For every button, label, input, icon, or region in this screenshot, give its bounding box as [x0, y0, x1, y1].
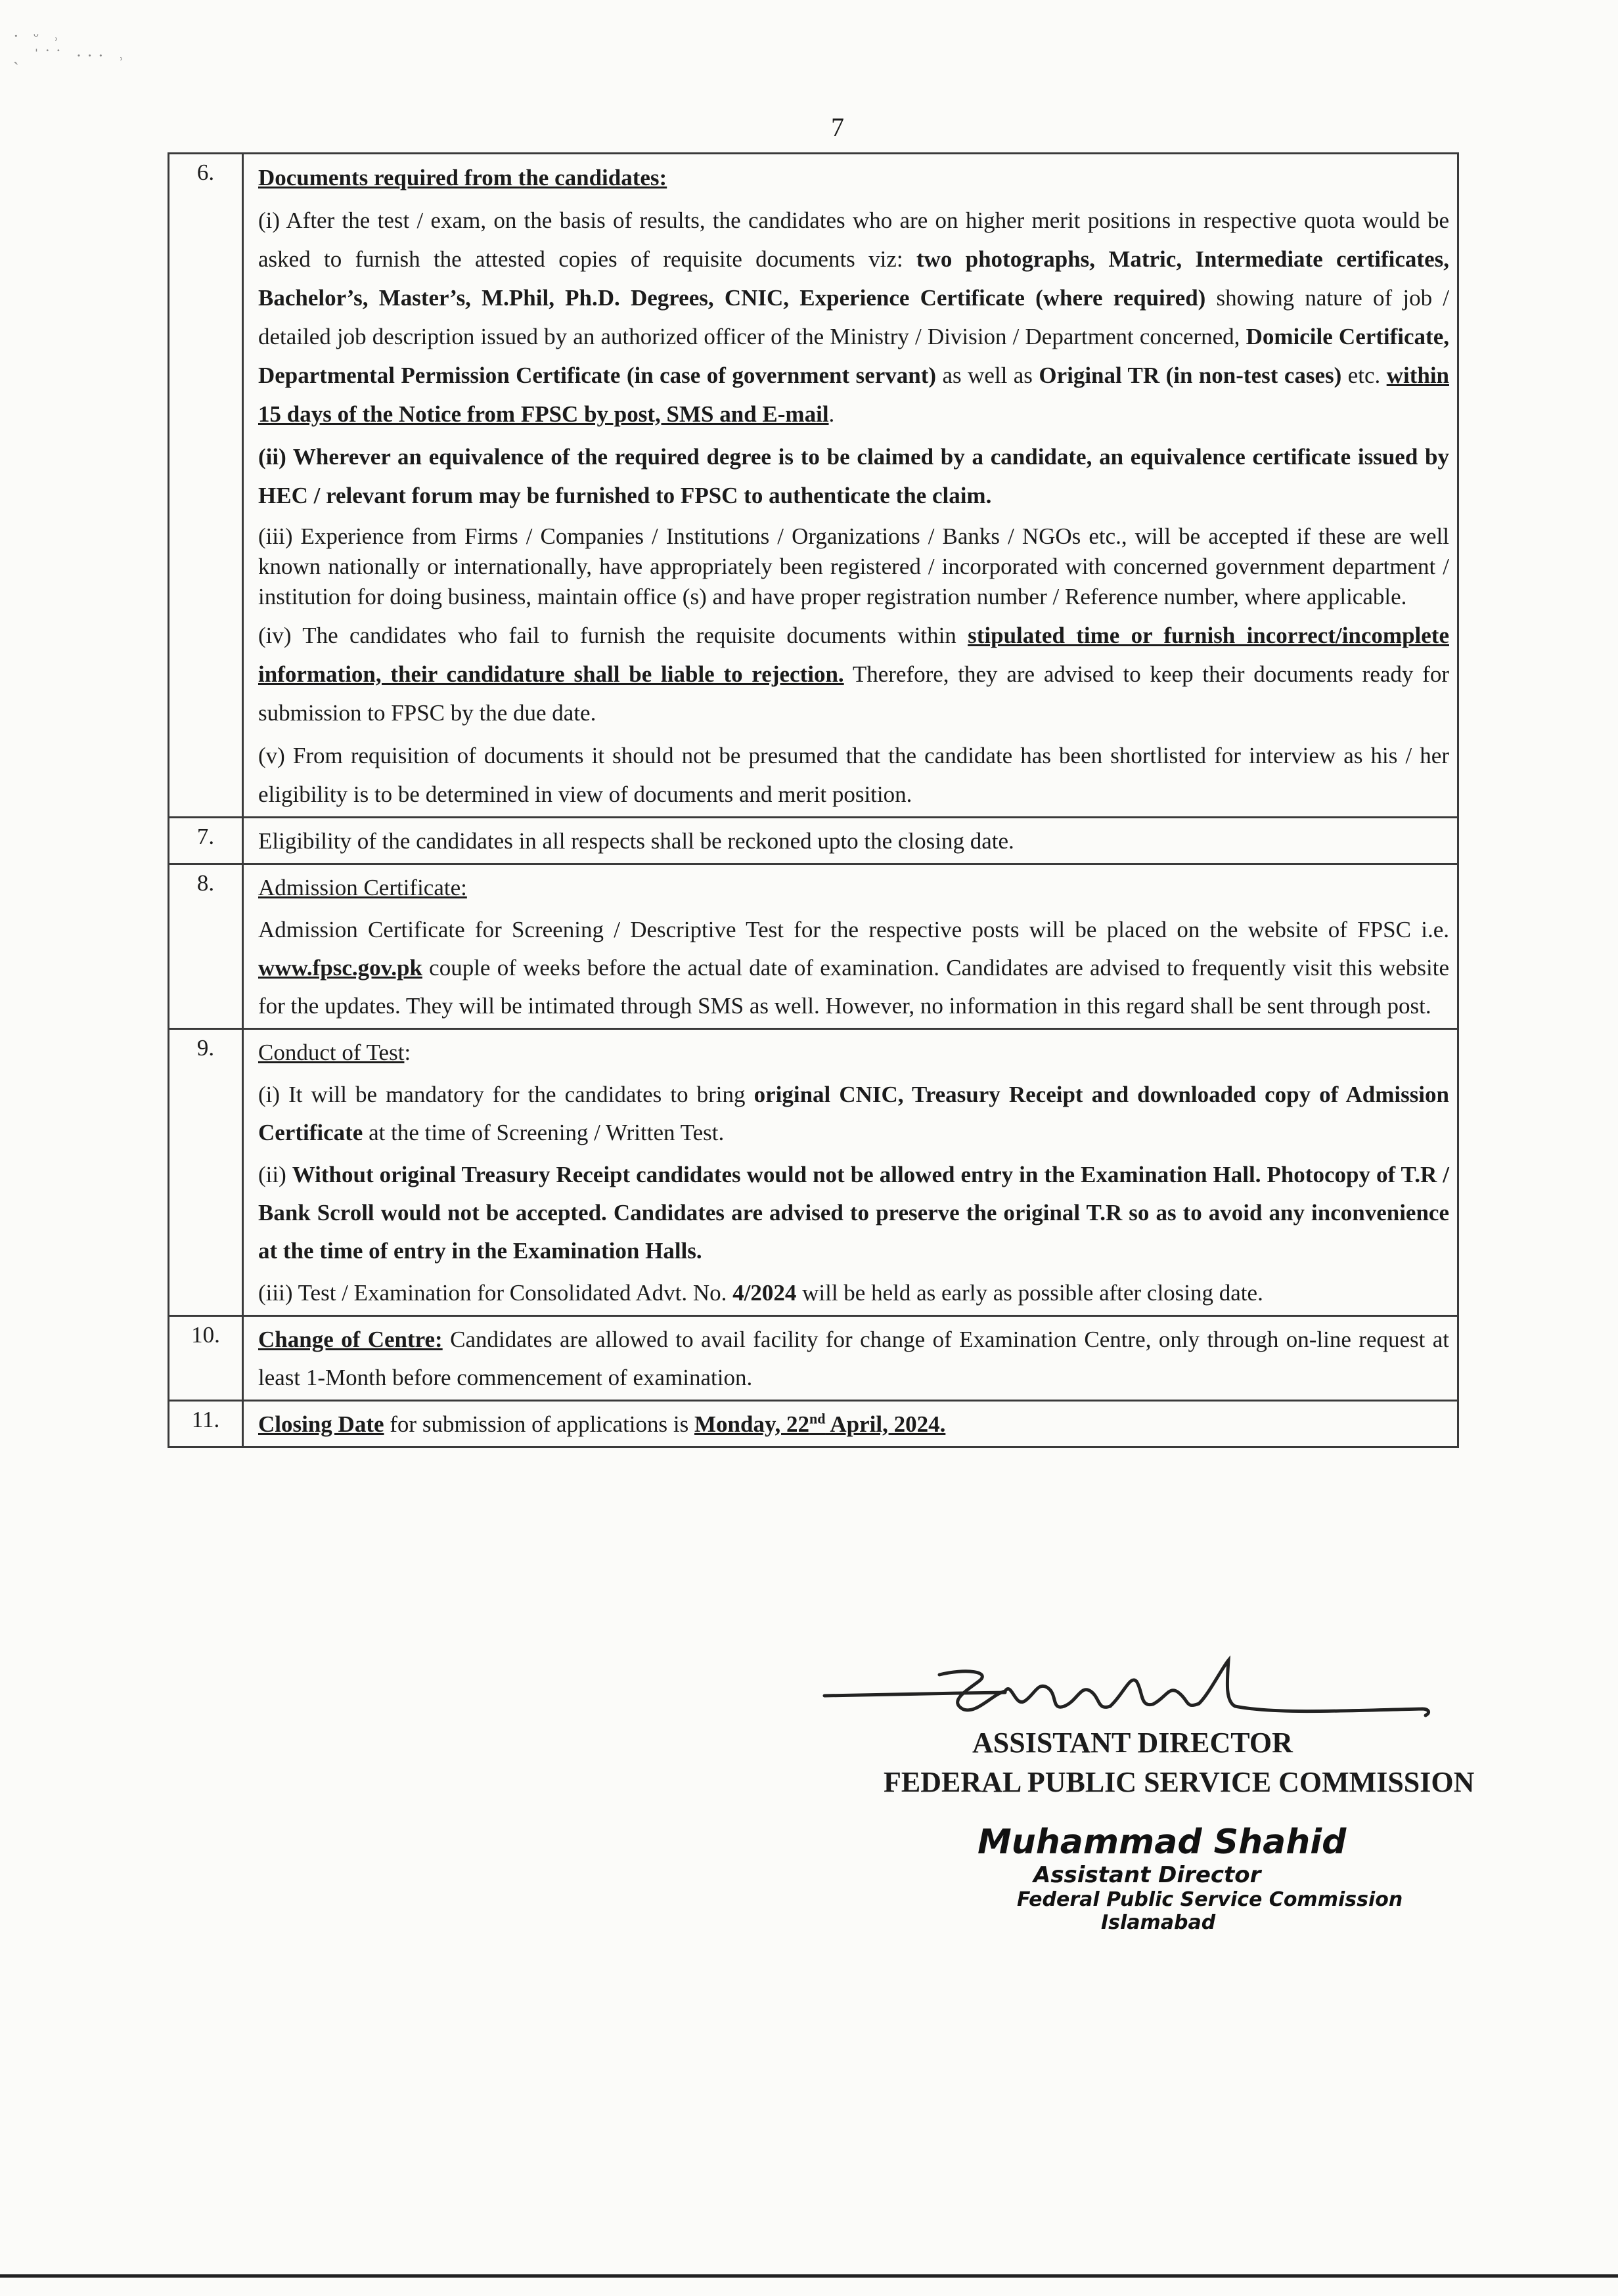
- section-heading-conduct: Conduct of Test:: [258, 1040, 411, 1065]
- stamp-organization: Federal Public Service Commission: [1017, 1888, 1403, 1911]
- table-row: [169, 1401, 1458, 1447]
- section-heading-admission: Admission Certificate:: [258, 875, 467, 900]
- instructions-table: [168, 152, 1459, 1448]
- eligibility-text: Eligibility of the candidates in all respects shall be reckoned upto the closing date.: [243, 818, 1458, 864]
- row-number: 8.: [169, 864, 243, 1029]
- row-content: [243, 154, 1458, 818]
- row-number: 11.: [169, 1401, 243, 1447]
- table-row: [169, 154, 1458, 818]
- fpsc-website-link[interactable]: www.fpsc.gov.pk: [258, 955, 422, 981]
- conduct-clause-iii: (iii) Test / Examination for Consolidated Advt. No. 4/2024 will be held as early as possible after closing date.: [258, 1280, 1263, 1306]
- documents-clause-v: (v) From requisition of documents it should not be presumed that the candidate has been shortlisted for interview as his / her eligibility is to be determined in view of documents and merit position.: [258, 743, 1449, 807]
- table-row: [169, 818, 1458, 864]
- stamp-title: Assistant Director: [1033, 1862, 1261, 1888]
- scan-specks: · ᵕ ˒ ˎ ˈ˙˙ ··· ˒: [13, 26, 129, 65]
- handwritten-signature: [815, 1655, 1439, 1734]
- row-number: 10.: [169, 1316, 243, 1401]
- closing-date-value: Monday, 22nd April, 2024.: [694, 1410, 946, 1437]
- change-of-centre-text: Change of Centre: Candidates are allowed to avail facility for change of Examination Centre, only through on-line request at least 1-Month before commencement of examination.: [243, 1316, 1458, 1401]
- scan-edge-line: [0, 2274, 1618, 2278]
- documents-clause-ii: (ii) Wherever an equivalence of the required degree is to be claimed by a candidate, an equivalence certificate issued by HEC / relevant forum may be furnished to FPSC to authenticate the claim.: [258, 444, 1449, 508]
- stamp-name: Muhammad Shahid: [978, 1822, 1347, 1862]
- row-content: [243, 1029, 1458, 1316]
- signatory-role: ASSISTANT DIRECTOR: [972, 1727, 1293, 1759]
- conduct-clause-i: (i) It will be mandatory for the candidates to bring original CNIC, Treasury Receipt and downloaded copy of Admission Certificate at the time of Screening / Written Test.: [258, 1082, 1449, 1145]
- admission-text: Admission Certificate for Screening / Descriptive Test for the respective posts will be placed on the website of FPSC i.e. www.fpsc.gov.pk couple of weeks before the actual date of examination. Candidates are advised to frequently visit this website for the updates. They will be intimated through SMS as well. However, no information in this regard shall be sent through post.: [258, 917, 1449, 1019]
- row-number: 9.: [169, 1029, 243, 1316]
- signatory-organization: FEDERAL PUBLIC SERVICE COMMISSION: [884, 1766, 1475, 1798]
- page-number: 7: [831, 112, 844, 142]
- documents-clause-iii: (iii) Experience from Firms / Companies / Institutions / Organizations / Banks / NGOs etc., will be accepted if these are well known nationally or internationally, have appropriately been registered / incorporated with concerned government department / institution for doing business, maintain office (s) and have proper registration number / Reference number, where applicable.: [258, 523, 1449, 609]
- table-row: [169, 864, 1458, 1029]
- row-number: 7.: [169, 818, 243, 864]
- section-heading-documents: Documents required from the candidates:: [258, 165, 667, 190]
- documents-clause-i: (i) After the test / exam, on the basis of results, the candidates who are on higher merit positions in respective quota would be asked to furnish the attested copies of requisite documents viz: two photographs, Matric, Intermediate certificates, Bachelor’s, Master’s, M.Phil, Ph.D. Degrees, CNIC, Experience Certificate (where required) showing nature of job / detailed job description issued by an authorized officer of the Ministry / Division / Department concerned, Domicile Certificate, Departmental Permission Certificate (in case of government servant) as well as Original TR (in non-test cases) etc. within 15 days of the Notice from FPSC by post, SMS and E-mail.: [258, 208, 1450, 427]
- row-number: 6.: [169, 154, 243, 818]
- table-row: [169, 1029, 1458, 1316]
- stamp-city: Islamabad: [1101, 1911, 1216, 1934]
- closing-date-text: Closing Date for submission of applications is Monday, 22nd April, 2024.: [243, 1401, 1458, 1447]
- table-row: [169, 1316, 1458, 1401]
- row-content: [243, 864, 1458, 1029]
- official-stamp: [978, 1822, 1403, 1934]
- documents-clause-iv: (iv) The candidates who fail to furnish the requisite documents within stipulated time or furnish incorrect/incomplete information, their candidature shall be liable to rejection. Therefore, they are advised to keep their documents ready for submission to FPSC by the due date.: [258, 623, 1449, 726]
- conduct-clause-ii: (ii) Without original Treasury Receipt candidates would not be allowed entry in the Examination Hall. Photocopy of T.R / Bank Scroll would not be accepted. Candidates are advised to preserve the original T.R so as to avoid any inconvenience at the time of entry in the Examination Halls.: [258, 1162, 1449, 1264]
